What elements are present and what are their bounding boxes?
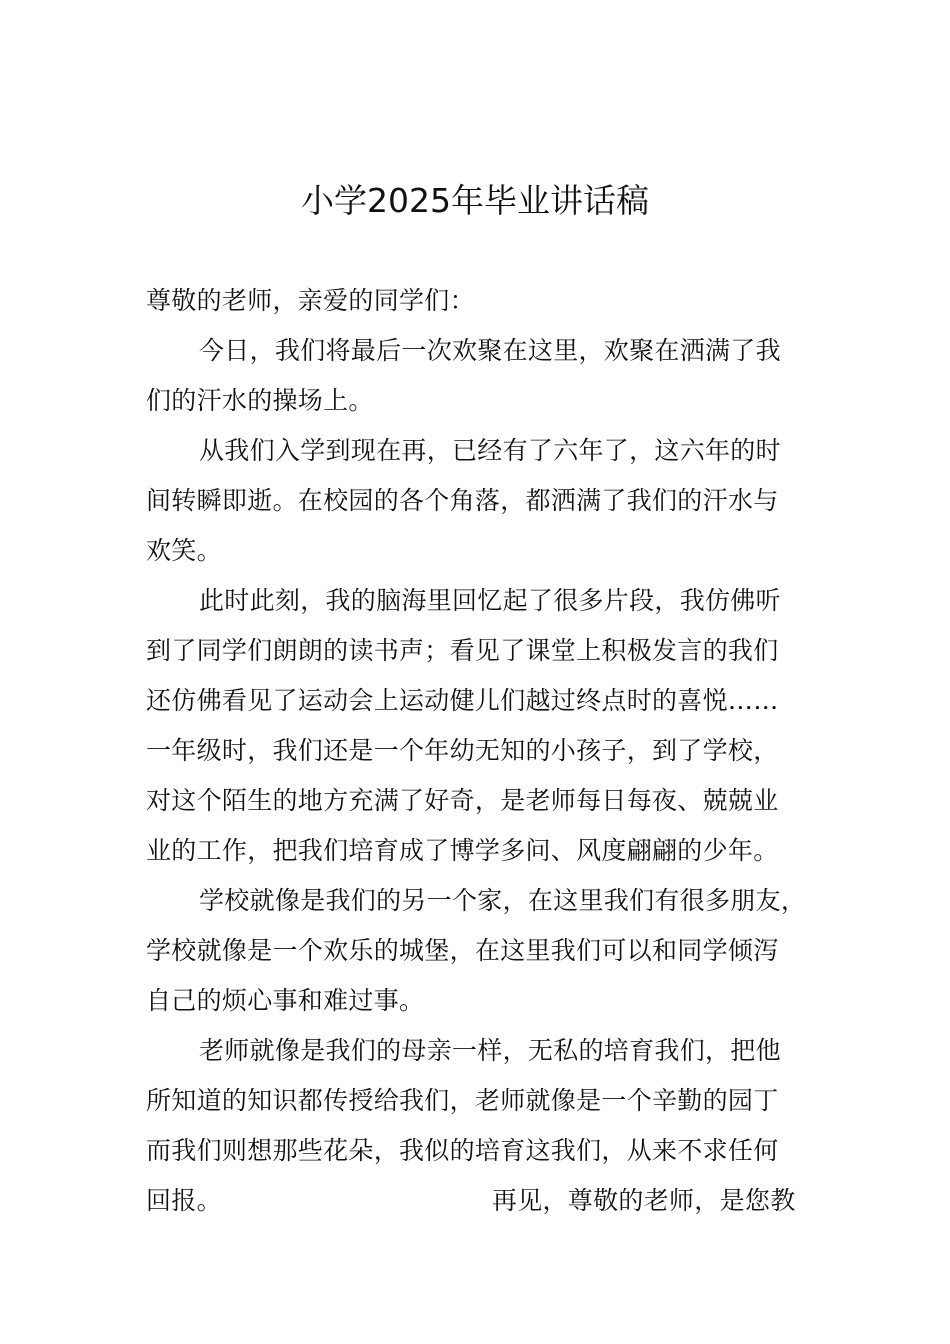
paragraph-line: 间转瞬即逝。在校园的各个角落，都洒满了我们的汗水与 <box>146 486 779 515</box>
document-title: 小学2025年毕业讲话稿 <box>301 181 649 220</box>
paragraph-line: 对这个陌生的地方充满了好奇，是老师每日每夜、兢兢业 <box>146 786 779 815</box>
paragraph-line: 老师就像是我们的母亲一样，无私的培育我们，把他 <box>199 1036 781 1065</box>
document-body <box>146 276 816 1226</box>
salutation-line: 尊敬的老师，亲爱的同学们： <box>146 286 475 315</box>
paragraph-line: 而我们则想那些花朵，我似的培育这我们，从来不求任何 <box>146 1136 779 1165</box>
paragraph-line: 学校就像是我们的另一个家，在这里我们有很多朋友， <box>199 886 807 915</box>
paragraph-line: 还仿佛看见了运动会上运动健儿们越过终点时的喜悦…… <box>146 686 779 715</box>
paragraph-line: 自己的烦心事和难过事。 <box>146 986 425 1015</box>
final-line <box>146 1176 816 1226</box>
paragraph-line: 业的工作，把我们培育成了博学多问、风度翩翩的少年。 <box>146 836 779 865</box>
final-line-start: 回报。 <box>146 1186 222 1215</box>
paragraph-line: 今日，我们将最后一次欢聚在这里，欢聚在洒满了我 <box>199 336 781 365</box>
paragraph-line: 学校就像是一个欢乐的城堡，在这里我们可以和同学倾泻 <box>146 936 779 965</box>
paragraph-line: 一年级时，我们还是一个年幼无知的小孩子，到了学校， <box>146 736 779 765</box>
paragraph-line: 欢笑。 <box>146 536 222 565</box>
paragraph-line: 从我们入学到现在再，已经有了六年了，这六年的时 <box>199 436 781 465</box>
paragraph-line: 到了同学们朗朗的读书声；看见了课堂上积极发言的我们 <box>146 636 779 665</box>
paragraph-line: 此时此刻，我的脑海里回忆起了很多片段，我仿佛听 <box>199 586 781 615</box>
paragraph-line: 所知道的知识都传授给我们，老师就像是一个辛勤的园丁 <box>146 1086 779 1115</box>
paragraph-line: 们的汗水的操场上。 <box>146 386 374 415</box>
final-line-end: 再见，尊敬的老师，是您教 <box>491 1186 796 1215</box>
